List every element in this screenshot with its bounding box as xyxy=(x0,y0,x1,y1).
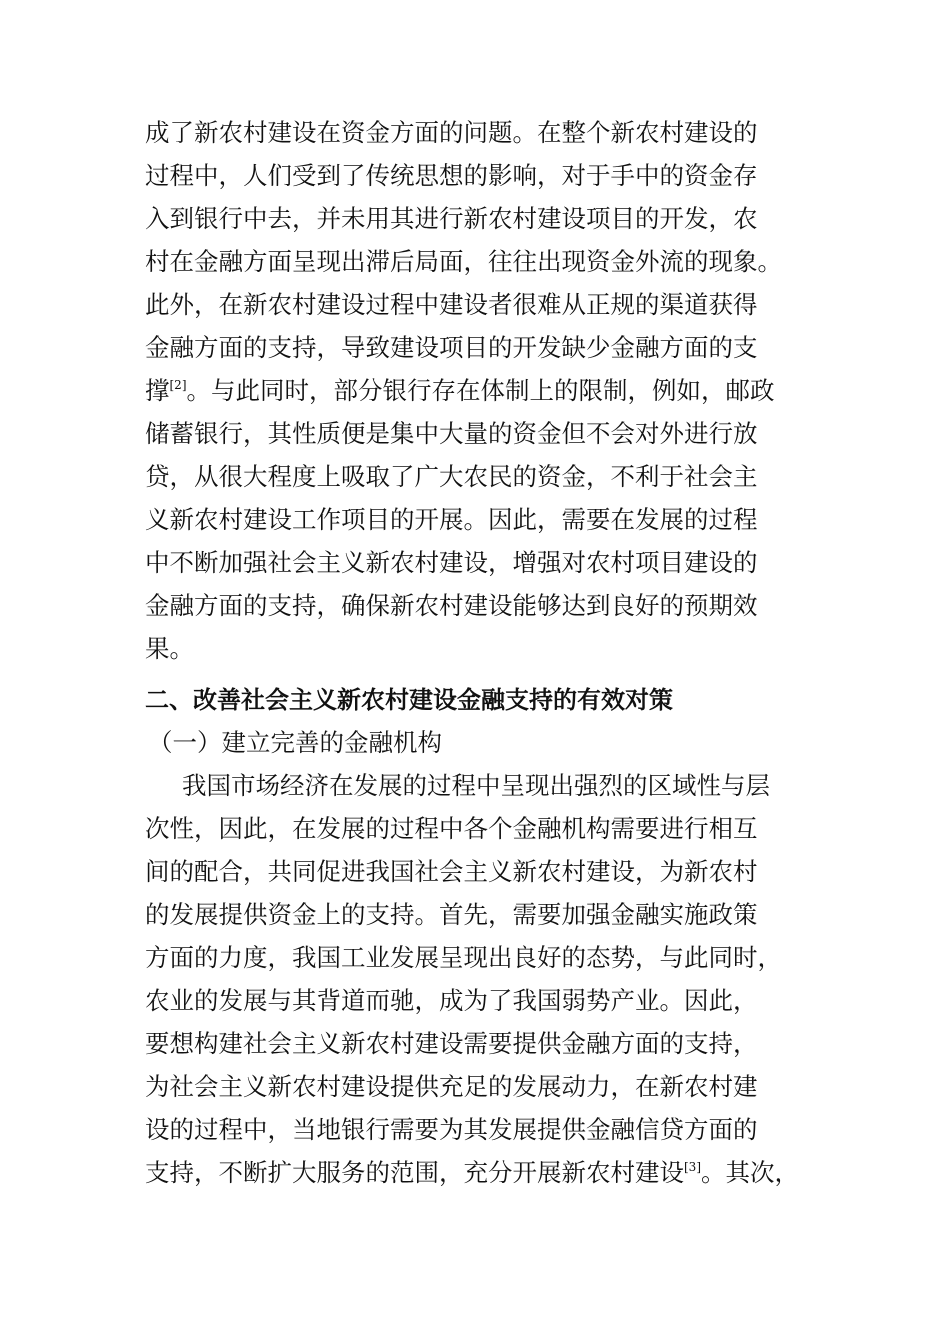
text-line: 方面的力度，我国工业发展呈现出良好的态势，与此同时， xyxy=(145,943,782,972)
text-line: 过程中，人们受到了传统思想的影响，对于手中的资金存 xyxy=(145,161,758,190)
text-line xyxy=(145,1156,799,1190)
text-fragment: 撑 xyxy=(145,376,170,405)
subsection-heading: （一）建立完善的金融机构 xyxy=(148,728,442,757)
text-line: 金融方面的支持，导致建设项目的开发缺少金融方面的支 xyxy=(145,333,758,362)
text-line: 设的过程中，当地银行需要为其发展提供金融信贷方面的 xyxy=(145,1115,758,1144)
text-line: 此外，在新农村建设过程中建设者很难从正规的渠道获得 xyxy=(145,290,758,319)
text-line: 成了新农村建设在资金方面的问题。在整个新农村建设的 xyxy=(145,118,758,147)
text-fragment: 。与此同时，部分银行存在体制上的限制，例如，邮政 xyxy=(186,376,775,405)
text-line: 要想构建社会主义新农村建设需要提供金融方面的支持， xyxy=(145,1029,758,1058)
text-line: 果。 xyxy=(145,634,194,663)
text-fragment: 支持，不断扩大服务的范围，充分开展新农村建设 xyxy=(145,1158,684,1187)
section-heading: 二、改善社会主义新农村建设金融支持的有效对策 xyxy=(145,686,673,714)
text-line: 储蓄银行，其性质便是集中大量的资金但不会对外进行放 xyxy=(145,419,758,448)
text-line: 入到银行中去，并未用其进行新农村建设项目的开发，农 xyxy=(145,204,758,233)
text-line: 金融方面的支持，确保新农村建设能够达到良好的预期效 xyxy=(145,591,758,620)
text-line: 贷，从很大程度上吸取了广大农民的资金，不利于社会主 xyxy=(145,462,758,491)
text-line: 为社会主义新农村建设提供充足的发展动力，在新农村建 xyxy=(145,1072,758,1101)
citation-ref-3: [3] xyxy=(684,1160,701,1174)
text-line xyxy=(145,374,775,408)
text-line: 次性，因此，在发展的过程中各个金融机构需要进行相互 xyxy=(145,814,758,843)
text-line: 间的配合，共同促进我国社会主义新农村建设，为新农村 xyxy=(145,857,758,886)
text-line: 义新农村建设工作项目的开展。因此，需要在发展的过程 xyxy=(145,505,758,534)
text-line: 我国市场经济在发展的过程中呈现出强烈的区域性与层 xyxy=(182,771,770,800)
text-line: 中不断加强社会主义新农村建设，增强对农村项目建设的 xyxy=(145,548,758,577)
text-line: 村在金融方面呈现出滞后局面，往往出现资金外流的现象。 xyxy=(145,247,782,276)
citation-ref-2: [2] xyxy=(169,378,187,392)
text-line: 的发展提供资金上的支持。首先，需要加强金融实施政策 xyxy=(145,900,758,929)
text-fragment: 。其次， xyxy=(701,1158,799,1187)
text-line: 农业的发展与其背道而驰，成为了我国弱势产业。因此， xyxy=(145,986,758,1015)
